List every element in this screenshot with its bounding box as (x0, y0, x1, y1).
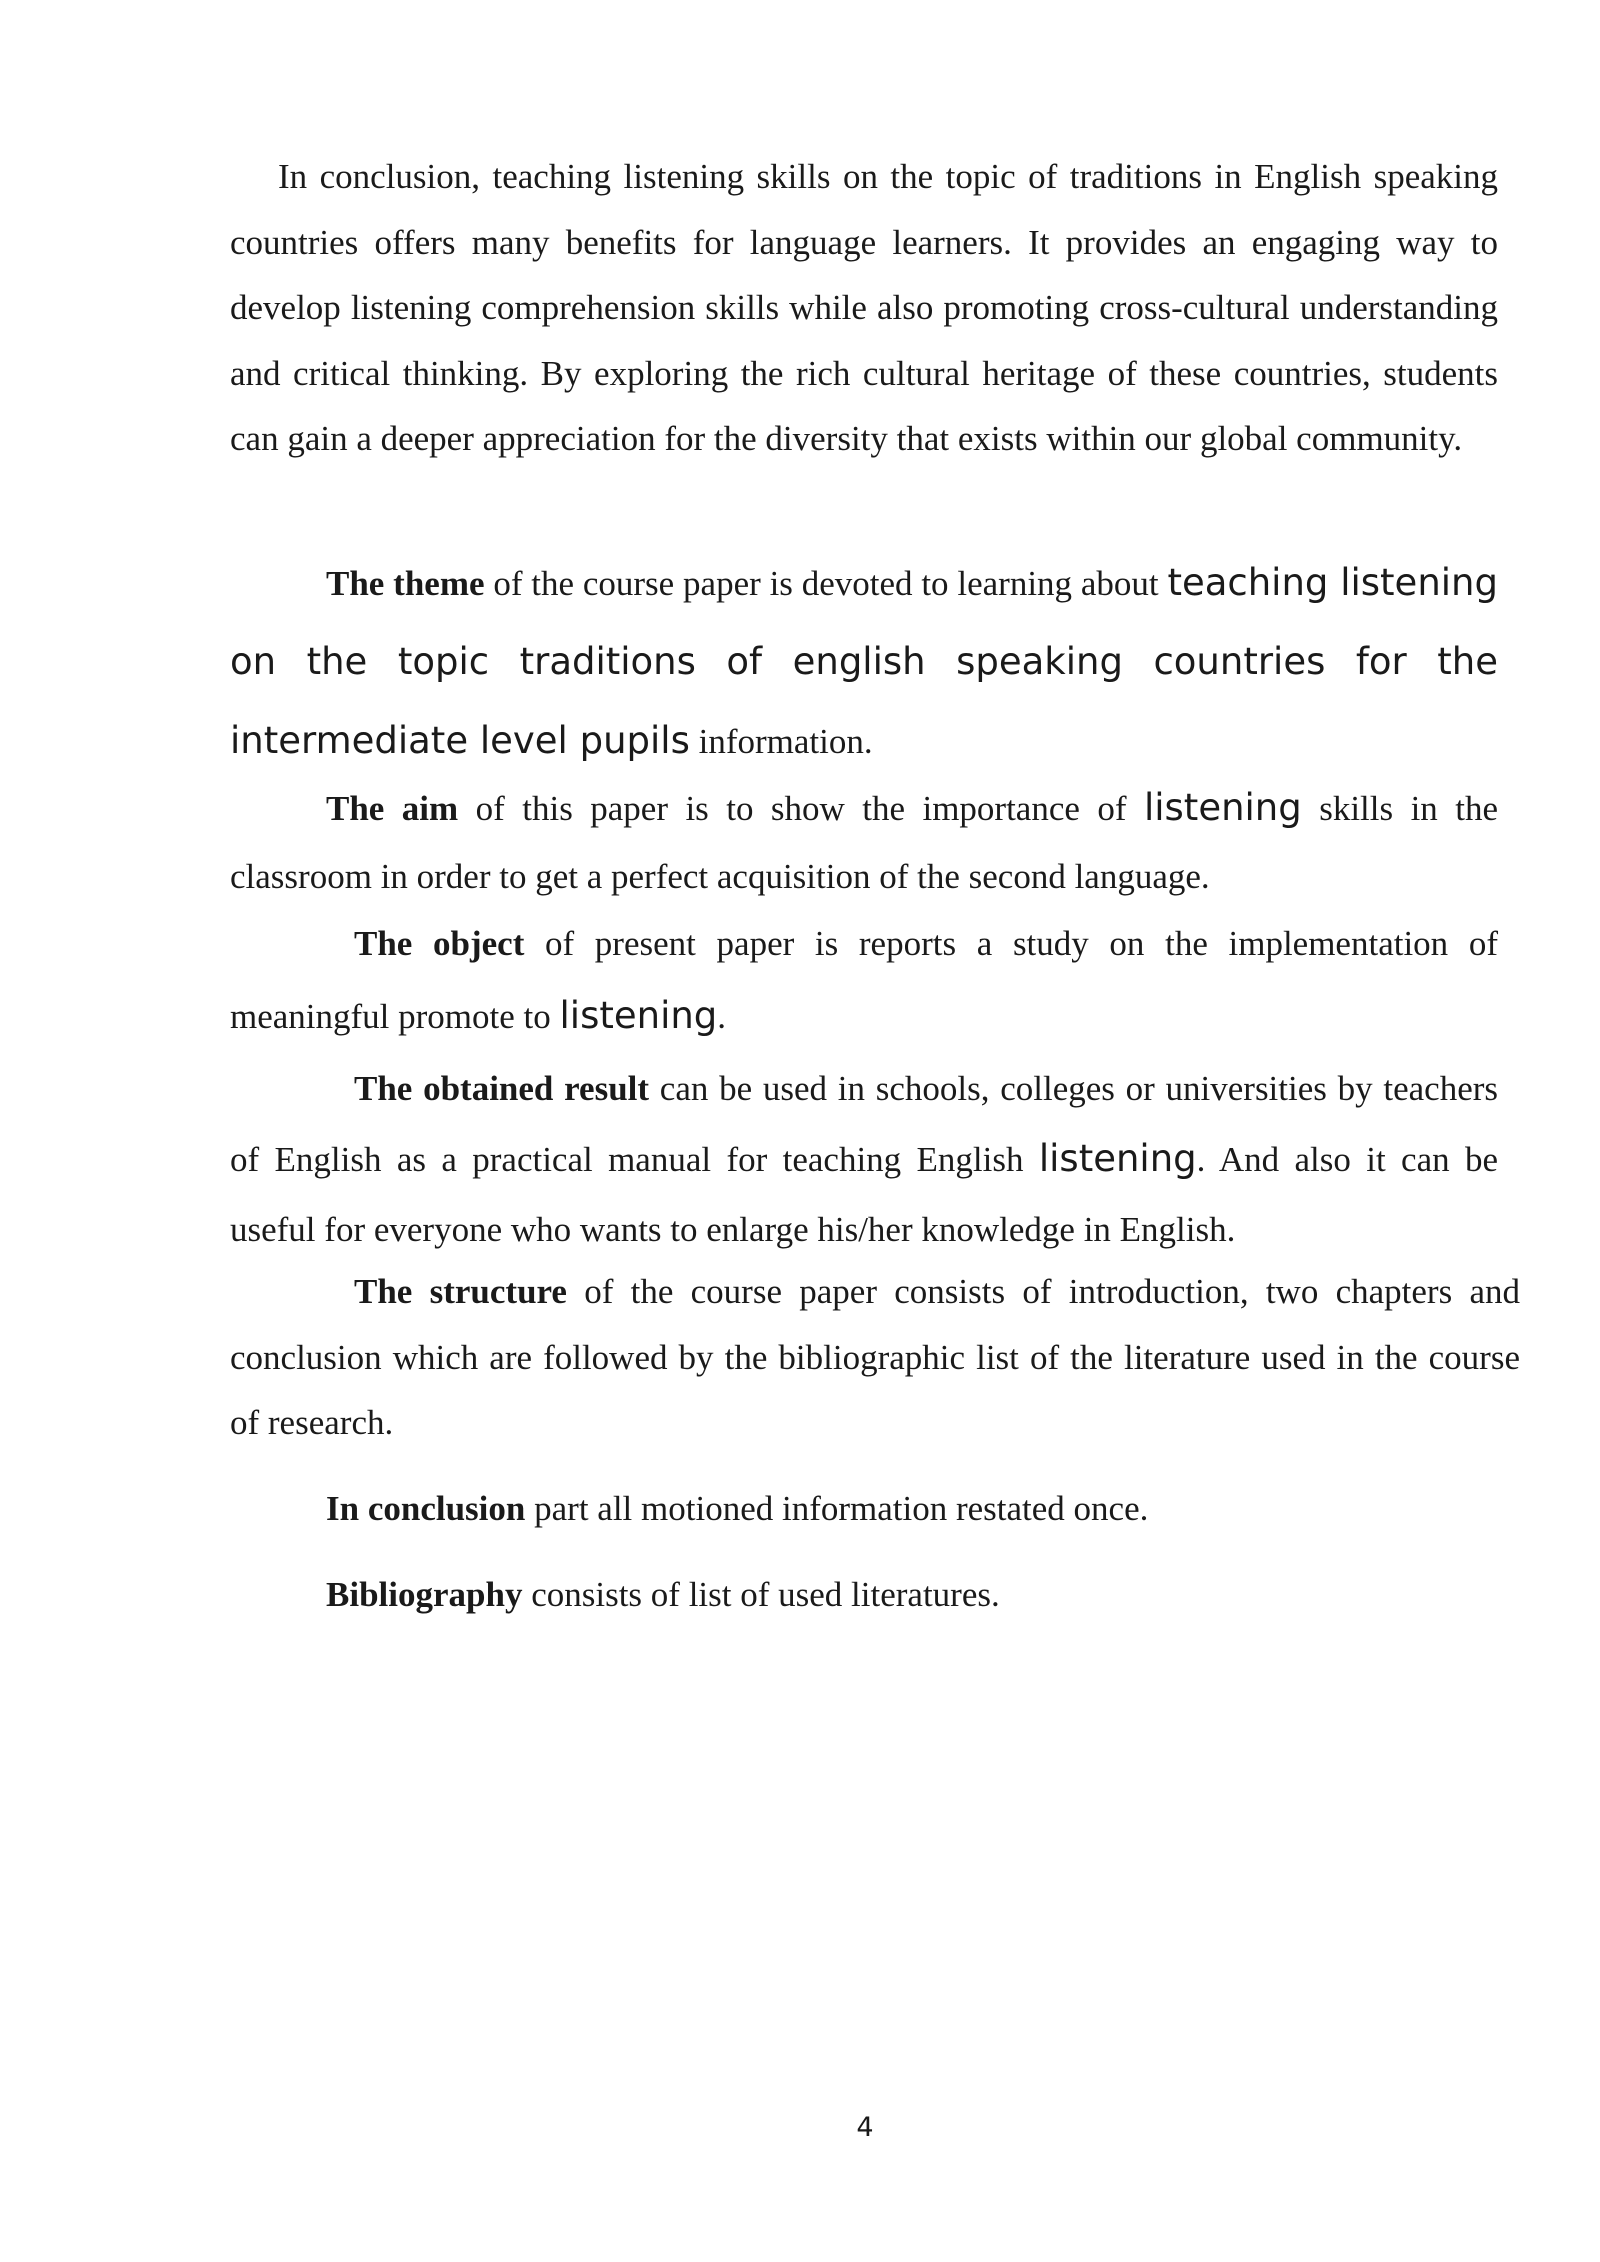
conclusion-text: part all motioned information restated once. (525, 1489, 1149, 1528)
structure-label: The structure (354, 1272, 567, 1311)
paragraph-bibliography (326, 1562, 1496, 1628)
theme-text-after: information. (689, 722, 873, 761)
bibliography-text: consists of list of used literatures. (522, 1575, 1000, 1614)
result-text-after: . And also it can be useful for everyone who wants to enlarge his/her knowledge in English. (230, 1140, 1499, 1249)
object-label: The object (354, 924, 525, 963)
paragraph-structure (230, 1259, 1520, 1456)
paragraph-result (230, 1054, 1498, 1265)
paragraph-intro (230, 144, 1498, 472)
aim-highlight: listening (1143, 786, 1302, 829)
conclusion-label: In conclusion (326, 1489, 526, 1528)
paragraph-conclusion (326, 1476, 1496, 1542)
object-text-before: of present paper is reports a study on the implementation of meaningful promote to (230, 924, 1498, 1036)
aim-label: The aim (326, 789, 459, 828)
paragraph-theme (230, 544, 1498, 781)
object-text-after: . (717, 997, 727, 1036)
theme-text-before: of the course paper is devoted to learning about (484, 564, 1168, 603)
result-highlight: listening (1038, 1137, 1197, 1180)
aim-text-after: skills in the classroom in order to get a perfect acquisition of the second language. (230, 789, 1498, 896)
theme-label: The theme (326, 564, 485, 603)
paragraph-object (230, 908, 1498, 1053)
theme-topic: teaching listening on the topic traditions of english speaking countries for the intermediate level pupils (230, 561, 1498, 762)
intro-text: In conclusion, teaching listening skills on the topic of traditions in English speaking countries offers many benefits for language learners. It provides an engaging way to develop listening comprehension skills while also promoting cross-cultural understanding and critical thinking. By exploring the rich cultural heritage of these countries, students can gain a deeper appreciation for the diversity that exists within our global community. (230, 157, 1498, 458)
result-label: The obtained result (354, 1069, 650, 1108)
object-highlight: listening (559, 994, 718, 1037)
aim-text-before: of this paper is to show the importance of (458, 789, 1144, 828)
page-number: 4 (856, 2112, 874, 2143)
paragraph-aim (230, 774, 1498, 911)
bibliography-label: Bibliography (326, 1575, 523, 1614)
result-text-before: can be used in schools, colleges or universities by teachers of English as a practical manual for teaching English (230, 1069, 1499, 1179)
structure-text: of the course paper consists of introduction, two chapters and conclusion which are followed by the bibliographic list of the literature used in the course of research. (230, 1272, 1520, 1442)
